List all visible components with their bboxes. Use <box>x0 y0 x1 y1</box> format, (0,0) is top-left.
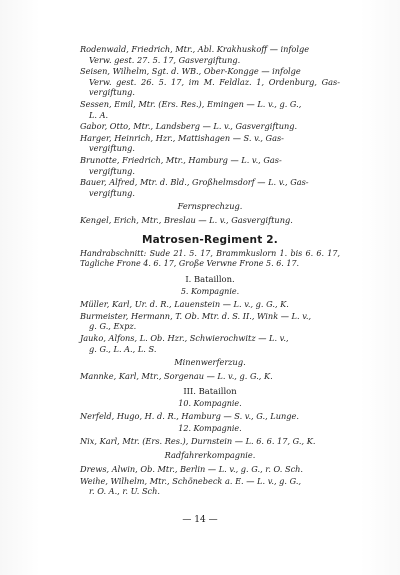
casualty-entry: Kengel, Erich, Mtr., Breslau — L. v., Gasvergiftung. <box>80 215 293 226</box>
section-heading-radfahrerkompagnie: Radfahrerkompagnie. <box>164 449 256 460</box>
casualty-entry: Müller, Karl, Ur. d. R., Lauenstein — L. v., g. G., K. <box>80 299 289 310</box>
casualty-entry: Nerfeld, Hugo, H. d. R., Hamburg — S. v., G., Lunge. <box>80 411 299 422</box>
company-heading-5: 5. Kompagnie. <box>180 286 240 296</box>
casualty-entry: Bauer, Alfred, Mtr. d. Bld., Großhelmsdorf — L. v., Gas- vergiftung. <box>80 177 309 198</box>
casualty-entry: Jauko, Alfons, L. Ob. Hzr., Schwierochwitz — L. v., g. G., L. A., L. S. <box>80 333 289 354</box>
section-heading-minenwerferzug: Minenwerferzug. <box>174 357 246 368</box>
casualty-entry: Nix, Karl, Mtr. (Ers. Res.), Durnstein — L. 6. 6. 17, G., K. <box>80 436 316 447</box>
regiment-battle-note: Handrabschnitt: Sude 21. 5. 17, Brammkuslorn 1. bis 6. 6. 17, Tagliche Frone 4. 6. 17, Große Verwne Frone 5. 6. 17. <box>80 248 340 269</box>
casualty-entry: Gabor, Otto, Mtr., Landsberg — L. v., Gasvergiftung. <box>80 121 298 132</box>
section-heading-fernsprechzug: Fernsprechzug. <box>177 201 243 212</box>
casualty-entry: Harger, Heinrich, Hzr., Mattishagen — S. v., Gas- vergiftung. <box>80 132 284 154</box>
battalion-heading-1: I. Bataillon. <box>185 273 235 284</box>
regiment-title: Matrosen-Regiment 2. <box>142 233 278 246</box>
casualty-entry: Burmeister, Hermann, T. Ob. Mtr. d. S. II., Wink — L. v., g. G., Expz. <box>80 310 312 332</box>
battalion-heading-3: III. Bataillon <box>183 385 237 396</box>
casualty-entry: Seisen, Wilhelm, Sgt. d. WB., Ober-Kongge — infolge Verw. gest. 26. 5. 17, im M. Feldlaz. 1, Ordenburg, Gas-vergiftung. <box>80 66 340 98</box>
page-content <box>80 44 340 497</box>
casualty-entry: Sessen, Emil, Mtr. (Ers. Res.), Emingen — L. v., g. G., L. A. <box>80 98 302 120</box>
company-heading-10: 10. Kompagnie. <box>178 398 242 408</box>
casualty-entry: Brunotte, Friedrich, Mtr., Hamburg — L. v., Gas- vergiftung. <box>80 154 282 176</box>
casualty-entry: Mannke, Karl, Mtr., Sorgenau — L. v., g. G., K. <box>80 371 273 382</box>
casualty-entry: Rodenwald, Friedrich, Mtr., Abl. Krakhuskoff — infolge Verw. gest. 27. 5. 17, Gasvergiftung. <box>80 44 310 65</box>
page-number: — 14 — <box>182 515 218 525</box>
casualty-entry: Drews, Alwin, Ob. Mtr., Berlin — L. v., g. G., r. O. Sch. <box>80 463 304 474</box>
company-heading-12: 12. Kompagnie. <box>178 423 242 433</box>
casualty-entry: Weihe, Wilhelm, Mtr., Schönebeck a. E. — L. v., g. G., r. O. A., r. U. Sch. <box>80 475 302 497</box>
